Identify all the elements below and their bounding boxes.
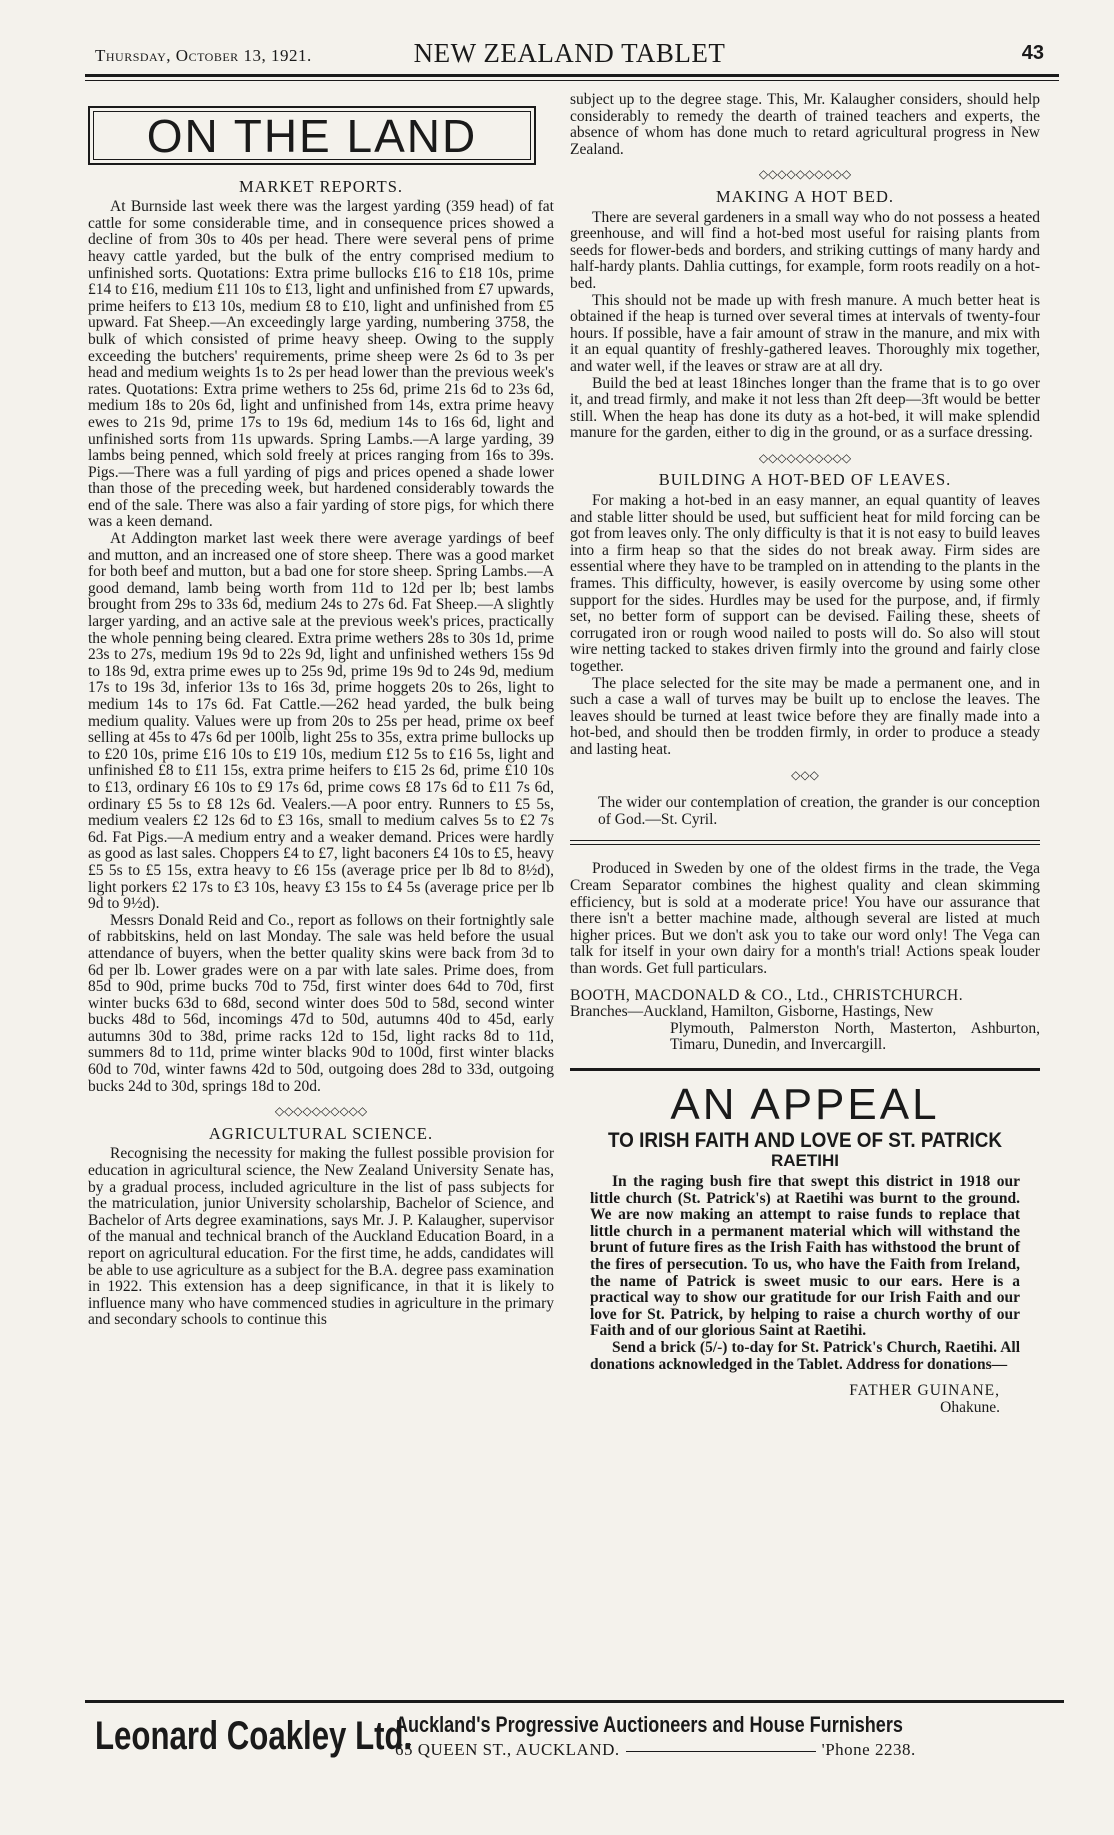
leaves-paragraph-1: For making a hot-bed in an easy manner, an equal quantity of leaves and stable litter should be used, but sufficient heat for mild forcing can be got from leaves only. The only difficulty is that it is not easy to build leaves into a firm heap so that the sides do not break away. Firm sides are essential where they have to be trampled on in attending to the plants in the frames. This difficulty, however, is easily overcome by using some other support for the sides. Hurdles may be used for the purpose, and, if firmly set, no better form of support can be devised. Failing these, sheets of corrugated iron or rough wood nailed to posts will do. So also will stout wire netting tacked to stakes driven firmly into the ground and fairly close together. [570,492,1040,675]
appeal-subtitle: TO IRISH FAITH AND LOVE OF ST. PATRICK [607,1128,1003,1152]
appeal-paragraph-1: In the raging bush fire that swept this district in 1918 our little church (St. Patrick's) at Raetihi was burnt to the ground. We are now making an attempt to raise funds to replace that little church in a permanent material which will withstand the brunt of future fires as the Irish Faith has withstood the brunt of the fires of persecution. To us, who have the Faith from Ireland, the name of Patrick is sweet music to our ears. Here is a practical way to show our gratitude for our Irish Faith and our love for St. Patrick, by helping to raise a church worthy of our Faith and of our glorious Saint at Raetihi. [590,1173,1020,1340]
market-paragraph-3: Messrs Donald Reid and Co., report as follows on their fortnightly sale of rabbitskins, held on last Monday. The sale was held before the usual attendance of buyers, when the better quality skins were back from 3d to 6d per lb. Lower grades were on a par with late sales. Prime does, from 85d to 90d, prime bucks 70d to 75d, first winter does 64d to 70d, first winter bucks 63d to 68d, second winter does 50d to 58d, second winter bucks 48d to 56d, incomings 47d to 50d, autumns 40d to 45d, early autumns 30d to 38d, prime racks 12d to 15d, light racks 8d to 11d, summers 8d to 11d, prime winter blacks 90d to 100d, first winter blacks 60d to 70d, winter fawns 42d to 50d, outgoing does 28d to 33d, outgoing bucks 24d to 30d, springs 18d to 20d. [88,911,554,1095]
issue-date: Thursday, October 13, 1921. [95,46,312,65]
market-paragraph-1: At Burnside last week there was the largest yarding (359 head) of fat cattle for some considerable time, and in consequence prices showed a decline of from 30s to 40s per head. There were several pens of prime heavy cattle yarded, but the bulk of the entry comprised medium to unfinished sorts. Quotations: Extra prime bullocks £16 to £18 10s, prime £14 to £16, medium £11 10s to £13, light and unfinished from £7 upwards, prime heifers to £13 10s, medium £8 to £10, light and unfinished from £5 upward. Fat Sheep.—An exceedingly large yarding, numbering 3758, the bulk of which consisted of prime heavy sheep. Owing to the supply exceeding the butchers' requirements, prime sheep were 2s 6d to 3s per head and medium weights 1s to 2s per head lower than the previous week's rates. Quotations: Extra prime wethers to 25s 6d, prime 21s 6d to 23s 6d, medium 18s to 20s 6d, light and unfinished from 14s, extra prime heavy ewes to 21s 9d, prime 17s to 19s 6d, medium 14s to 16s 6d, light and unfinished sorts from 11s upwards. Spring Lambs.—A large yarding, 39 lambs being penned, which sold freely at prices ranging from 16s to 39s. Pigs.—There was a full yarding of pigs and prices opened a shade lower than those of the preceding week, but hardened considerably towards the end of the sale. There was also a fair yarding of store pigs, for which there was a keen demand. [88,198,554,531]
market-reports-heading: MARKET REPORTS. [238,176,404,196]
leaves-paragraph-2: The place selected for the site may be made a permanent one, and in such a case a wall of turves may be built up to enclose the leaves. The leaves should be turned at least twice before they are finally made into a hot-bed, and should then be trodden firmly, in order to produce a steady and lasting heat. [570,674,1040,758]
footer-address: 65 QUEEN ST., AUCKLAND. [395,1740,620,1759]
masthead-rule-thin [85,80,1059,81]
section-ornament: ◇◇◇◇◇◇◇◇◇◇ [274,1104,368,1119]
footer-company: Leonard Coakley Ltd. [95,1714,413,1758]
section-ornament: ◇◇◇◇◇◇◇◇◇◇ [758,167,852,182]
footer-leader-line [626,1751,816,1752]
masthead [95,38,1044,72]
agricultural-paragraph-1: Recognising the necessity for making the fullest possible provision for education in agricultural science, the New Zealand University Senate has, by a gradual process, included agriculture in the list of pass subjects for the matriculation, junior University scholarship, Bachelor of Science, and Bachelor of Arts degree examinations, says Mr. J. P. Kalaugher, supervisor of the manual and technical branch of the Auckland Education Board, in a report on agricultural education. For the first time, he adds, candidates will be able to use agriculture as a subject for the B.A. degree pass examination in 1922. This extension has a deep significance, in that it is likely to influence many who have commenced studies in agriculture in the primary and secondary schools to continue this [88,1145,554,1329]
footer-advert [95,1712,1054,1762]
st-cyril-quote: The wider our contemplation of creation, the grander is our conception of God.—St. Cyril. [598,794,1040,828]
appeal-signature [570,1383,1040,1416]
footer-details [395,1712,1054,1760]
hot-bed-heading: MAKING A HOT BED. [715,186,895,206]
divider-rule [570,840,1040,845]
advert-firm: BOOTH, MACDONALD & CO., Ltd., CHRISTCHURCH. [570,986,964,1004]
agricultural-continuation: subject up to the degree stage. This, Mr. Kalaugher considers, should help considerably to remedy the dearth of trained teachers and experts, the absence of whom has done much to retard agricultural progress in New Zealand. [570,91,1040,158]
advert-branches-rest: Plymouth, Palmerston North, Masterton, Ashburton, Timaru, Dunedin, and Invercargill. [670,1019,1040,1054]
advert-text: Produced in Sweden by one of the oldest firms in the trade, the Vega Cream Separator combines the highest quality and clean skimming efficiency, but is sold at a moderate price! You have our assurance that there isn't a better machine made, although several are listed at much higher prices. But we don't ask you to take our word only! The Vega can talk for itself in your own dairy for a month's trial! Actions speak louder than words. Get full particulars. [570,860,1040,977]
agricultural-science-heading: AGRICULTURAL SCIENCE. [208,1123,434,1143]
appeal-body [570,1174,1040,1373]
footer-rule [85,1700,1064,1703]
section-ornament: ◇◇◇◇◇◇◇◇◇◇ [758,450,852,465]
masthead-rule [85,74,1059,77]
hot-bed-paragraph-3: Build the bed at least 18inches longer than the frame that is to go over it, and tread firmly, and make it not less than 2ft deep—3ft would be better still. When the heap has done its duty as a hot-bed, it will make splendid manure for the garden, either to dig in the ground, or as a surface dressing. [570,374,1040,442]
irish-appeal [570,1081,1040,1417]
appeal-rule [570,1068,1040,1071]
newspaper-title: NEW ZEALAND TABLET [413,38,726,68]
appeal-place: RAETIHI [771,1151,839,1171]
advert-branches [570,1004,1040,1054]
appeal-signature-place: Ohakune. [940,1398,1000,1416]
market-paragraph-2: At Addington market last week there were average yardings of beef and mutton, and an increased one of store sheep. There was a good market for both beef and mutton, but a bad one for store sheep. Spring Lambs.—A good demand, lamb being worth from 11d to 12d per lb; best lambs brought from 29s to 33s 6d, medium 24s to 27s 6d. Fat Sheep.—A slightly larger yarding, and an active sale at the previous week's prices, practically the whole penning being cleared. Extra prime wethers 28s to 30s 1d, prime 23s to 27s, medium 19s 9d to 22s 9d, light and unfinished wethers 15s 9d to 18s 9d, extra prime ewes up to 25s 9d, prime 19s 9d to 24s 9d, medium 17s to 19s 3d, inferior 13s to 16s 3d, prime hoggets 20s to 26s, light to medium 14s to 17s 6d. Fat Cattle.—262 head yarded, the bulk being medium quality. Values were up from 20s to 25s per head, prime ox beef selling at 45s to 47s 6d per 100lb, light 25s to 35s, extra prime bullocks up to £20 10s, prime £16 10s to £19 10s, medium £12 5s to £16 5s, light and unfinished £8 to £11 15s, extra prime heifers to £15 2s 6d, prime £10 10s to £13, ordinary £6 10s to £9 17s 6d, prime cows £8 17s 6d to £11 7s 6d, ordinary £5 5s to £8 12s 6d. Vealers.—A poor entry. Runners to £5 5s, medium vealers £2 12s 6d to £3 16s, small to medium calves 5s to £2 7s 6d. Fat Pigs.—A medium entry and a weaker demand. Prices were hardly as good as last sales. Choppers £4 to £7, light baconers £4 10s to £5, heavy £5 5s to £5 15s, extra heavy to £6 15s (average price per lb 8d to 8½d), light porkers £2 17s to £3 10s, heavy £3 15s to £4 5s (average price per lb 9d to 9½d). [88,530,554,913]
right-column [570,92,1040,1416]
small-ornament: ◇◇◇ [791,767,819,782]
section-banner: ON THE LAND [93,111,531,160]
left-column [88,92,554,1329]
page-number: 43 [1021,42,1044,64]
advert-branches-label: Branches—Auckland, Hamilton, Gisborne, Hastings, New [570,1003,934,1021]
appeal-paragraph-2: Send a brick (5/-) to-day for St. Patrick's Church, Raetihi. All donations acknowledged in the Tablet. Address for donations— [590,1339,1020,1373]
section-banner-box [88,106,536,165]
appeal-signature-name: FATHER GUINANE, [849,1382,1000,1400]
hot-bed-paragraph-1: There are several gardeners in a small way who do not possess a heated greenhouse, and will find a hot-bed most useful for raising plants from seeds for flower-beds and borders, and striking cuttings of many hardy and half-hardy plants. Dahlia cuttings, for example, form roots readily on a hot-bed. [570,208,1040,292]
vega-separator-advert [570,861,1040,1054]
footer-phone: 'Phone 2238. [821,1740,916,1759]
footer-address-line [395,1740,1054,1760]
appeal-title: AN APPEAL [670,1079,940,1129]
leaves-hot-bed-heading: BUILDING A HOT-BED OF LEAVES. [658,470,952,490]
footer-tagline: Auckland's Progressive Auctioneers and House Furnishers [395,1712,903,1737]
hot-bed-paragraph-2: This should not be made up with fresh manure. A much better heat is obtained if the heap is turned over several times at intervals of twenty-four hours. If possible, have a fair amount of straw in the manure, and mix with it an equal quantity of freshly-gathered leaves. Thoroughly mix together, and water well, if the leaves or straw are at all dry. [570,291,1040,375]
